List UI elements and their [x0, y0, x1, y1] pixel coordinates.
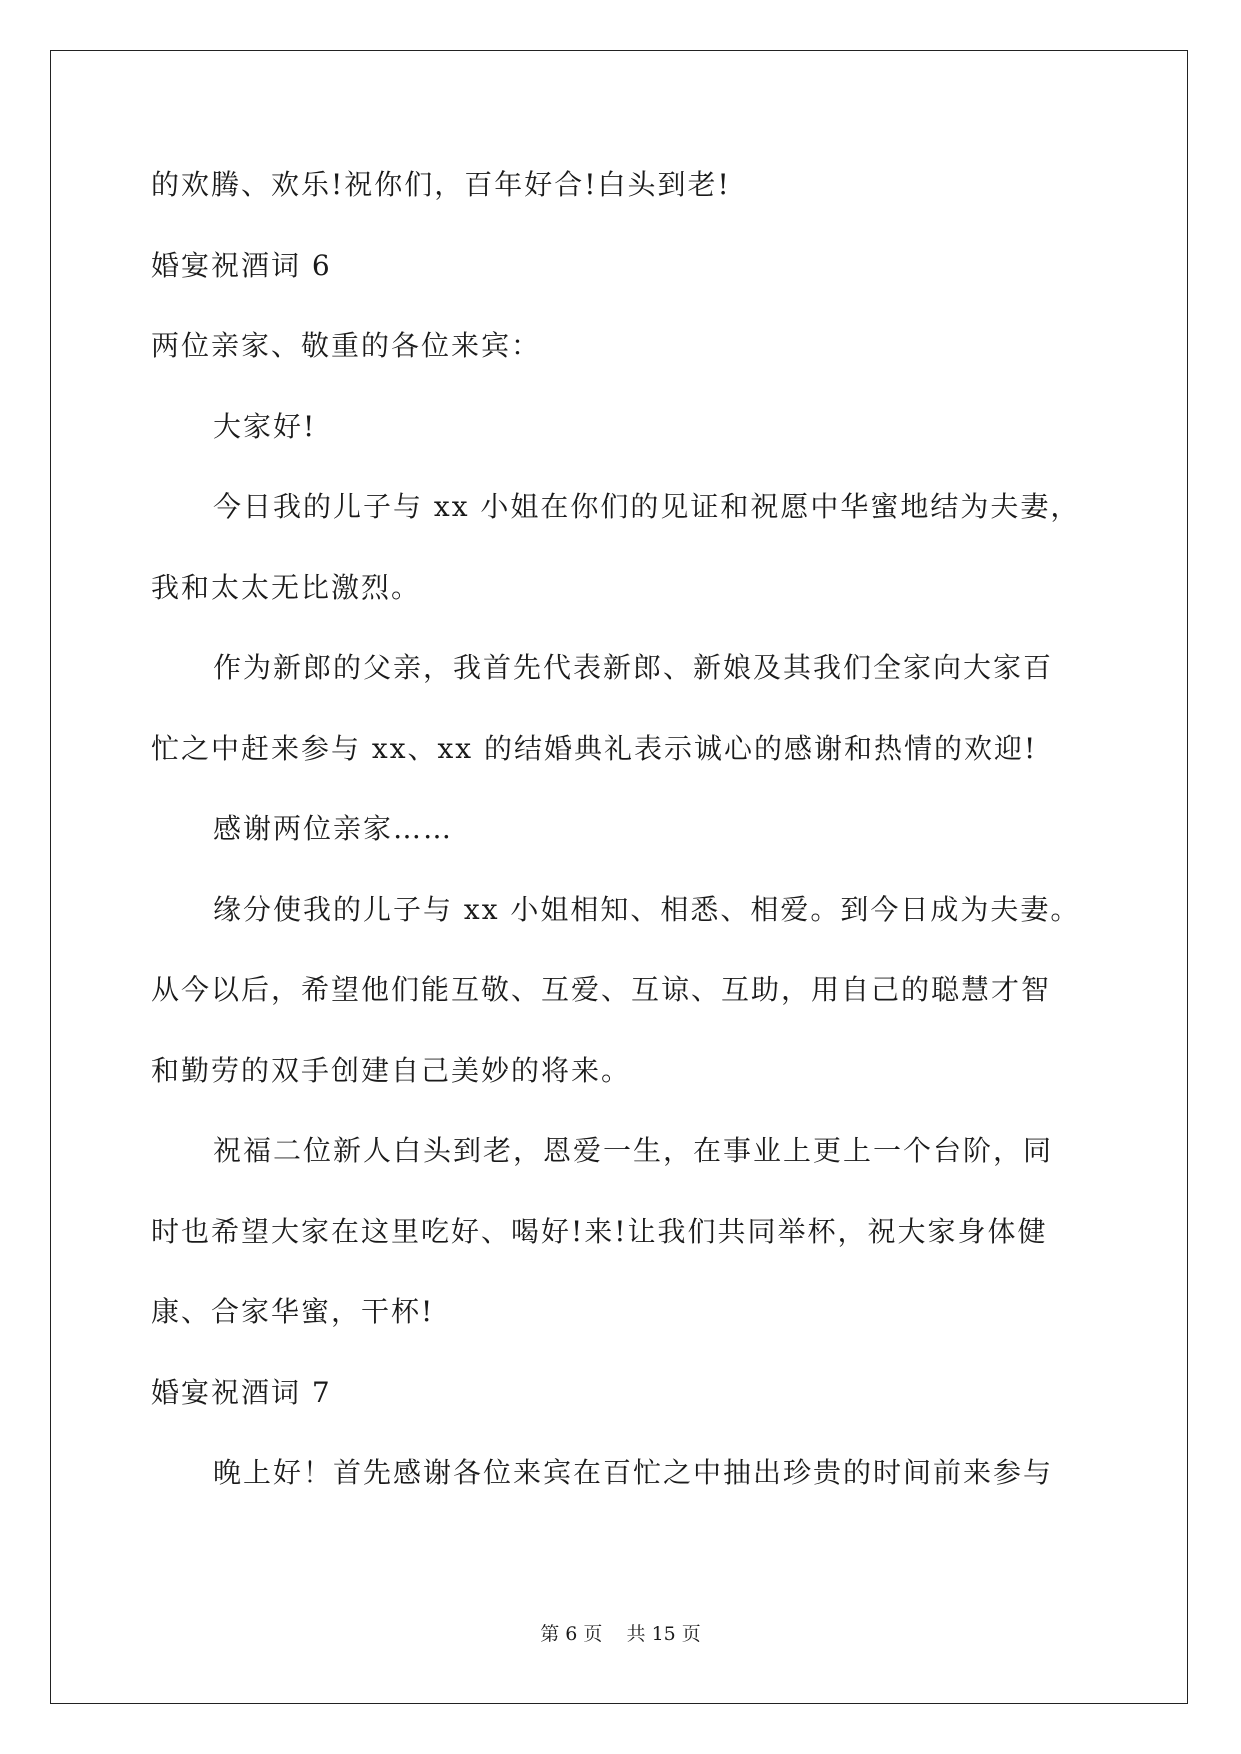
text-line: 感谢两位亲家…… [213, 812, 454, 845]
text-line: 康、合家华蜜，干杯! [151, 1295, 435, 1328]
section-heading: 婚宴祝酒词 7 [151, 1375, 332, 1409]
text-line: 忙之中赶来参与 xx、xx 的结婚典礼表示诚心的感谢和热情的欢迎! [151, 731, 1038, 765]
greeting: 大家好! [213, 409, 317, 443]
text-line: 今日我的儿子与 xx 小姐在你们的见证和祝愿中华蜜地结为夫妻， [213, 490, 1081, 523]
text-line: 的欢腾、欢乐!祝你们，百年好合!白头到老! [151, 168, 731, 201]
page-total: 共 15 页 [626, 1623, 701, 1645]
text-line: 时也希望大家在这里吃好、喝好!来!让我们共同举杯，祝大家身体健 [151, 1214, 1048, 1248]
document-body [151, 165, 1091, 1534]
page-number: 第 6 页 [540, 1623, 603, 1645]
page-footer [0, 1622, 1241, 1646]
section-heading: 婚宴祝酒词 6 [151, 248, 332, 282]
text-line: 缘分使我的儿子与 xx 小姐相知、相悉、相爱。到今日成为夫妻。 [213, 892, 1081, 926]
text-line: 和勤劳的双手创建自己美妙的将来。 [151, 1053, 632, 1087]
text-line: 我和太太无比激烈。 [151, 570, 422, 604]
text-line: 从今以后，希望他们能互敬、互爱、互谅、互助，用自己的聪慧才智 [151, 973, 1052, 1006]
text-line: 作为新郎的父亲，我首先代表新郎、新娘及其我们全家向大家百 [213, 651, 1054, 684]
salutation: 两位亲家、敬重的各位来宾： [151, 329, 542, 362]
text-line: 祝福二位新人白头到老，恩爱一生，在事业上更上一个台阶，同 [213, 1134, 1054, 1167]
text-line: 晚上好！首先感谢各位来宾在百忙之中抽出珍贵的时间前来参与 [213, 1456, 1054, 1489]
